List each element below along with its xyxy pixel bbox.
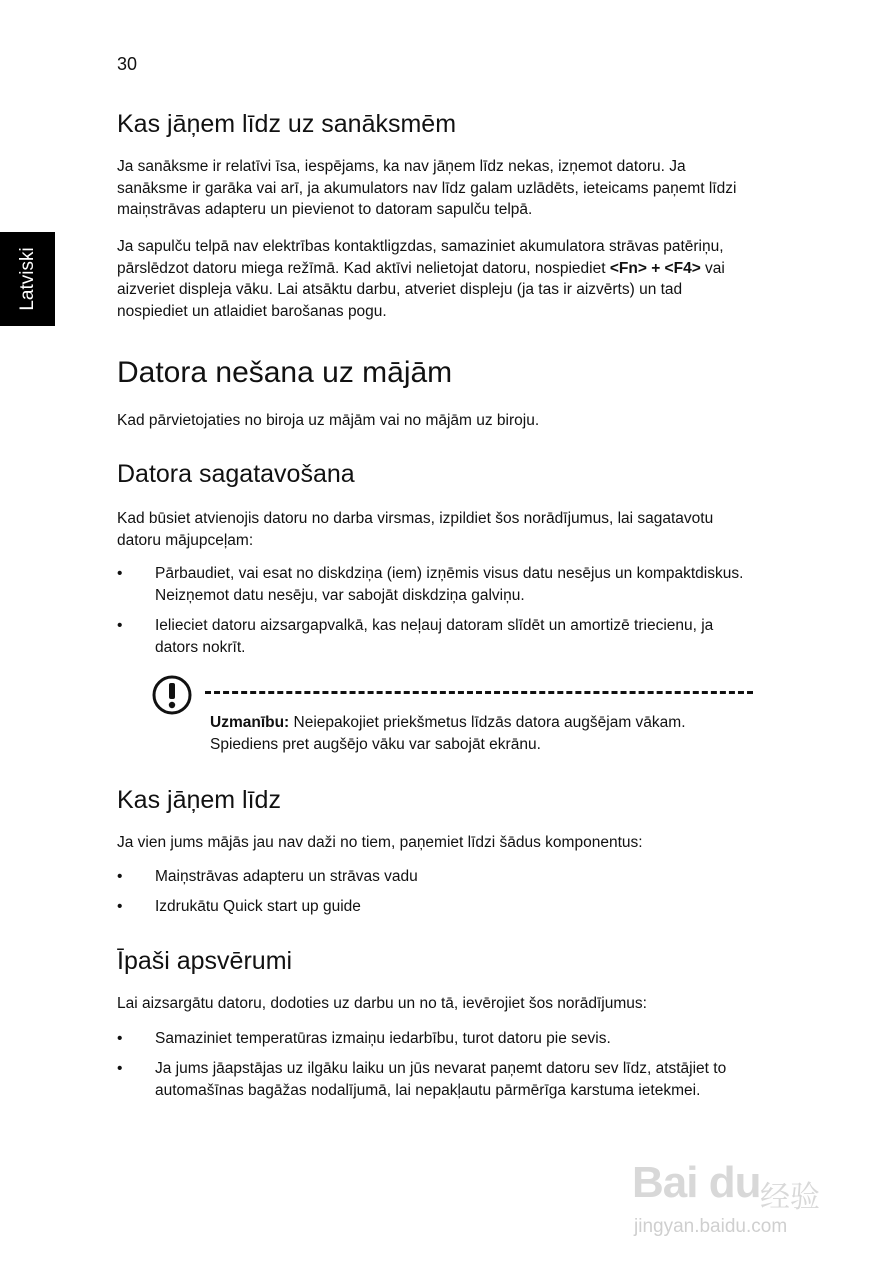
bullet-icon: • bbox=[117, 1030, 123, 1047]
bullet-icon: • bbox=[117, 898, 123, 915]
meetings-paragraph-1: Ja sanāksme ir relatīvi īsa, iespējams, ka nav jāņem līdz nekas, izņemot datoru. Ja sanāksme ir garāka vai arī, ja akumulators nav līdz galam uzlādēts, ieteicams paņemt līdzi maiņstrāvas adapteru un pievienot to datoram sapulču telpā. bbox=[117, 158, 737, 218]
language-side-tab bbox=[0, 232, 55, 326]
watermark-cn: 经验 bbox=[760, 1181, 820, 1214]
heading-special-considerations: Īpaši apsvērumi bbox=[117, 947, 293, 975]
page-number: 30 bbox=[117, 54, 138, 74]
warning-icon bbox=[152, 675, 192, 715]
home-paragraph: Kad pārvietojaties no biroja uz mājām vai no mājām uz biroju. bbox=[117, 412, 540, 429]
bullet-icon: • bbox=[117, 617, 123, 634]
preparation-paragraph: Kad būsiet atvienojis datoru no darba virsmas, izpildiet šos norādījumus, lai sagatavotu datoru mājupceļam: bbox=[117, 510, 714, 549]
heading-what-to-bring: Kas jāņem līdz bbox=[117, 786, 281, 814]
baidu-watermark bbox=[632, 1138, 842, 1248]
caution-label: Uzmanību: bbox=[210, 714, 290, 731]
bring-paragraph: Ja vien jums mājās jau nav daži no tiem, paņemiet līdzi šādus komponentus: bbox=[117, 834, 643, 851]
heading-meetings: Kas jāņem līdz uz sanāksmēm bbox=[117, 110, 457, 138]
heading-home: Datora nešana uz mājām bbox=[117, 356, 453, 389]
bullet-icon: • bbox=[117, 868, 123, 885]
meetings-paragraph-2: Ja sapulču telpā nav elektrības kontaktligzdas, samaziniet akumulatora strāvas patēriņu, pārslēdzot datoru miega režīmā. Kad aktīvi nelietojat datoru, nospiediet <Fn> + <F4> vai aizveriet displeja vāku. Lai atsāktu darbu, atveriet displeju (ja tas ir aizvērts) un tad nospiediet un atlaidiet barošanas pogu. bbox=[117, 238, 725, 320]
note-divider bbox=[205, 691, 753, 694]
bullet-icon: • bbox=[117, 565, 123, 582]
watermark-brand: Bai du bbox=[632, 1158, 761, 1207]
language-side-tab-label: Latviski bbox=[16, 247, 38, 311]
key-combo: <Fn> + <F4> bbox=[609, 259, 701, 277]
special-paragraph: Lai aizsargātu datoru, dodoties uz darbu un no tā, ievērojiet šos norādījumus: bbox=[117, 995, 647, 1012]
caution-note: Uzmanību: Neiepakojiet priekšmetus līdzās datora augšējam vākam. Spiediens pret augšējo vāku var sabojāt ekrānu. bbox=[210, 714, 686, 753]
bullet-icon: • bbox=[117, 1060, 123, 1077]
heading-preparation: Datora sagatavošana bbox=[117, 460, 355, 488]
watermark-url: jingyan.baidu.com bbox=[634, 1216, 788, 1237]
